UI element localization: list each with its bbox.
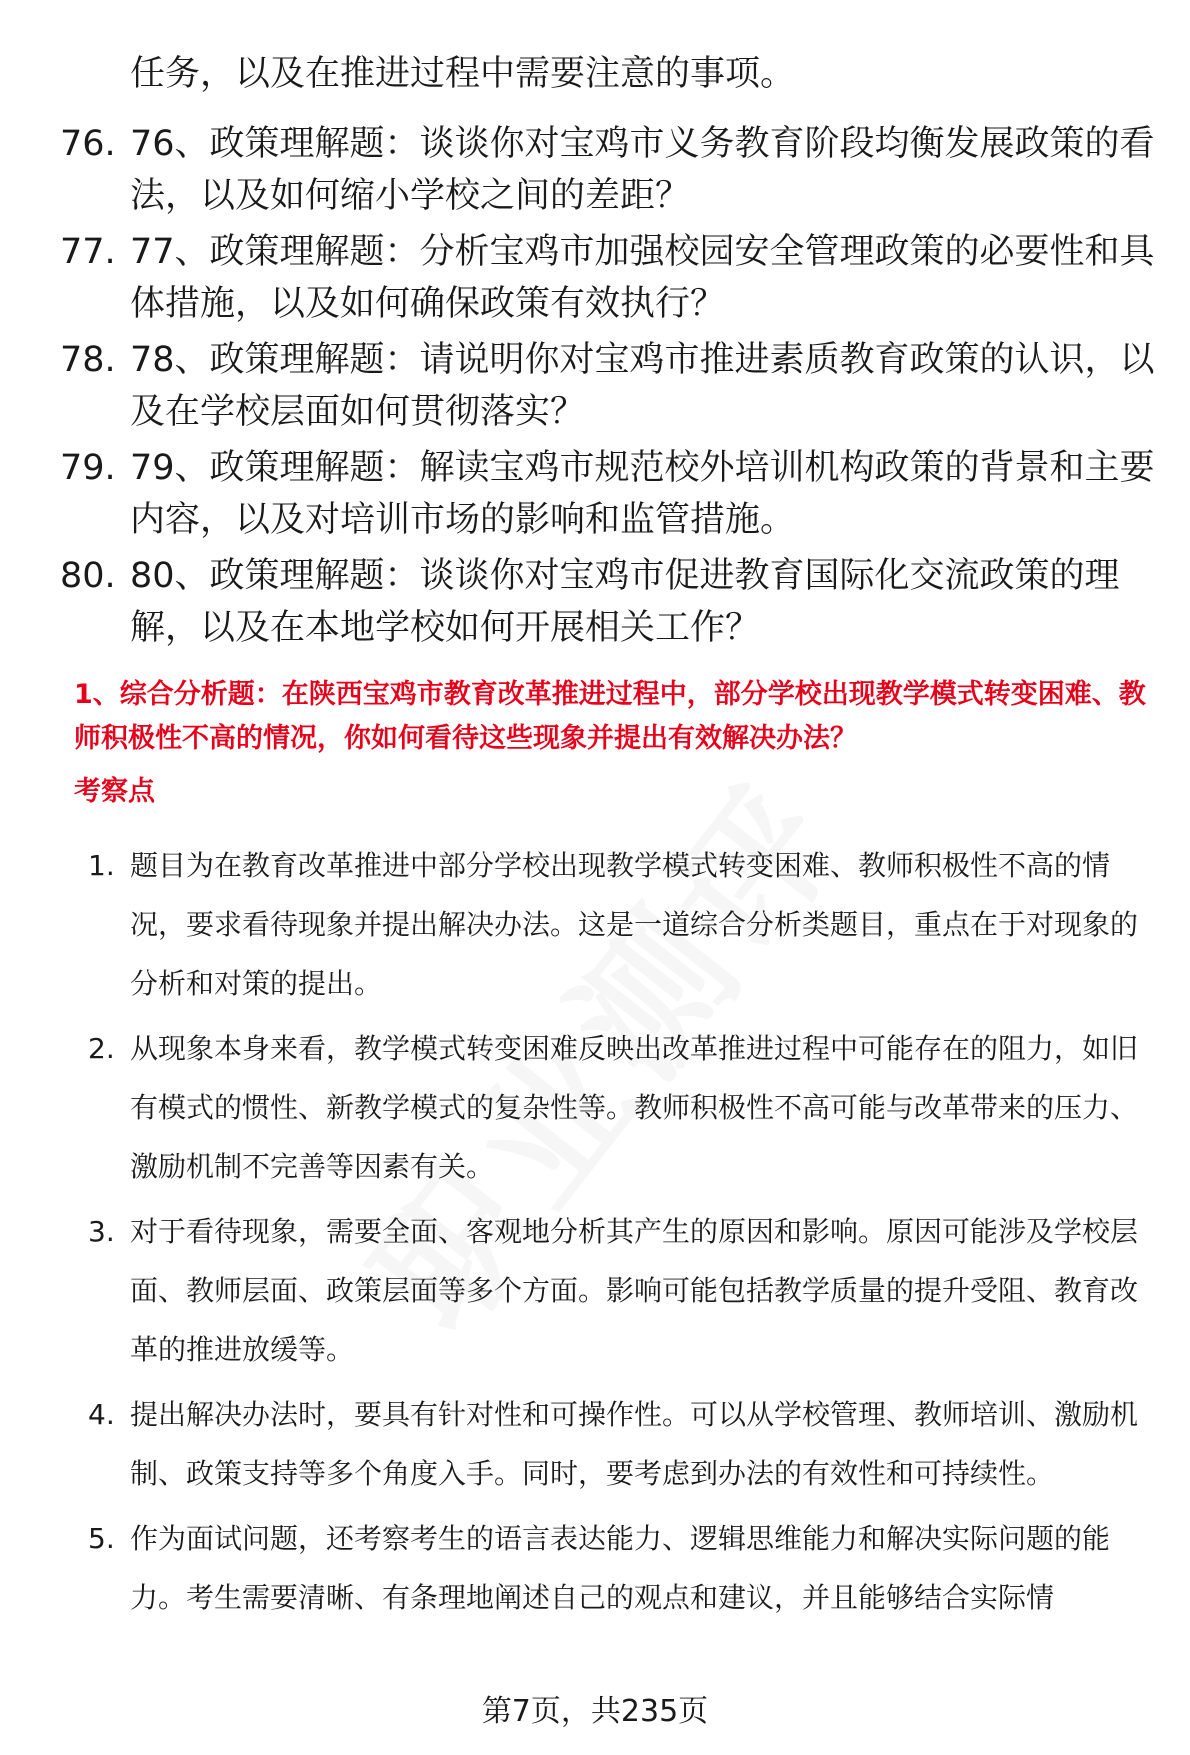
item-number: 77.: [60, 232, 116, 272]
item-text: 79、政策理解题：解读宝鸡市规范校外培训机构政策的背景和主要内容，以及对培训市场的影响和监管措施。: [130, 448, 1155, 540]
item-number: 5.: [88, 1522, 115, 1555]
item-number: 78.: [60, 340, 116, 380]
item-text: 78、政策理解题：请说明你对宝鸡市推进素质教育政策的认识，以及在学校层面如何贯彻落实？: [130, 340, 1155, 432]
list-item: [0, 550, 1190, 654]
item-number: 1.: [88, 849, 115, 882]
question-list: [0, 118, 1190, 658]
item-number: 79.: [60, 448, 116, 488]
item-number: 4.: [88, 1398, 115, 1431]
list-item: [0, 334, 1190, 438]
item-number: 2.: [88, 1032, 115, 1065]
list-item: [0, 118, 1190, 222]
subheading: 考察点: [74, 776, 155, 807]
item-text: 作为面试问题，还考察考生的语言表达能力、逻辑思维能力和解决实际问题的能力。考生需要清晰、有条理地阐述自己的观点和建议，并且能够结合实际情: [130, 1522, 1111, 1614]
item-text: 对于看待现象，需要全面、客观地分析其产生的原因和影响。原因可能涉及学校层面、教师层面、政策层面等多个方面。影响可能包括教学质量的提升受阻、教育改革的推进放缓等。: [130, 1215, 1139, 1366]
list-item: [0, 1385, 1190, 1503]
list-item: [0, 1509, 1190, 1627]
list-item: [0, 226, 1190, 330]
item-number: 80.: [60, 556, 116, 596]
item-text: 题目为在教育改革推进中部分学校出现教学模式转变困难、教师积极性不高的情况，要求看待现象并提出解决办法。这是一道综合分析类题目，重点在于对现象的分析和对策的提出。: [130, 849, 1139, 1000]
list-item: [0, 836, 1190, 1013]
points-list: [0, 836, 1190, 1633]
item-text: 80、政策理解题：谈谈你对宝鸡市促进教育国际化交流政策的理解，以及在本地学校如何开展相关工作？: [130, 556, 1120, 648]
item-number: 76.: [60, 124, 116, 164]
page-footer: 第7页，共235页: [481, 1694, 709, 1729]
item-text: 从现象本身来看，教学模式转变困难反映出改革推进过程中可能存在的阻力，如旧有模式的惯性、新教学模式的复杂性等。教师积极性不高可能与改革带来的压力、激励机制不完善等因素有关。: [130, 1032, 1139, 1183]
section-title: 1、综合分析题：在陕西宝鸡市教育改革推进过程中，部分学校出现教学模式转变困难、教师积极性不高的情况，你如何看待这些现象并提出有效解决办法？: [74, 679, 1146, 754]
item-text: 76、政策理解题：谈谈你对宝鸡市义务教育阶段均衡发展政策的看法，以及如何缩小学校之间的差距？: [130, 124, 1155, 216]
list-item: [0, 1019, 1190, 1196]
item-text: 提出解决办法时，要具有针对性和可操作性。可以从学校管理、教师培训、激励机制、政策支持等多个角度入手。同时，要考虑到办法的有效性和可持续性。: [130, 1398, 1139, 1490]
list-item: [0, 1202, 1190, 1379]
item-text: 77、政策理解题：分析宝鸡市加强校园安全管理政策的必要性和具体措施，以及如何确保政策有效执行？: [130, 232, 1155, 324]
item-number: 3.: [88, 1215, 115, 1248]
continuation-text: 任务，以及在推进过程中需要注意的事项。: [130, 54, 796, 94]
list-item: [0, 442, 1190, 546]
